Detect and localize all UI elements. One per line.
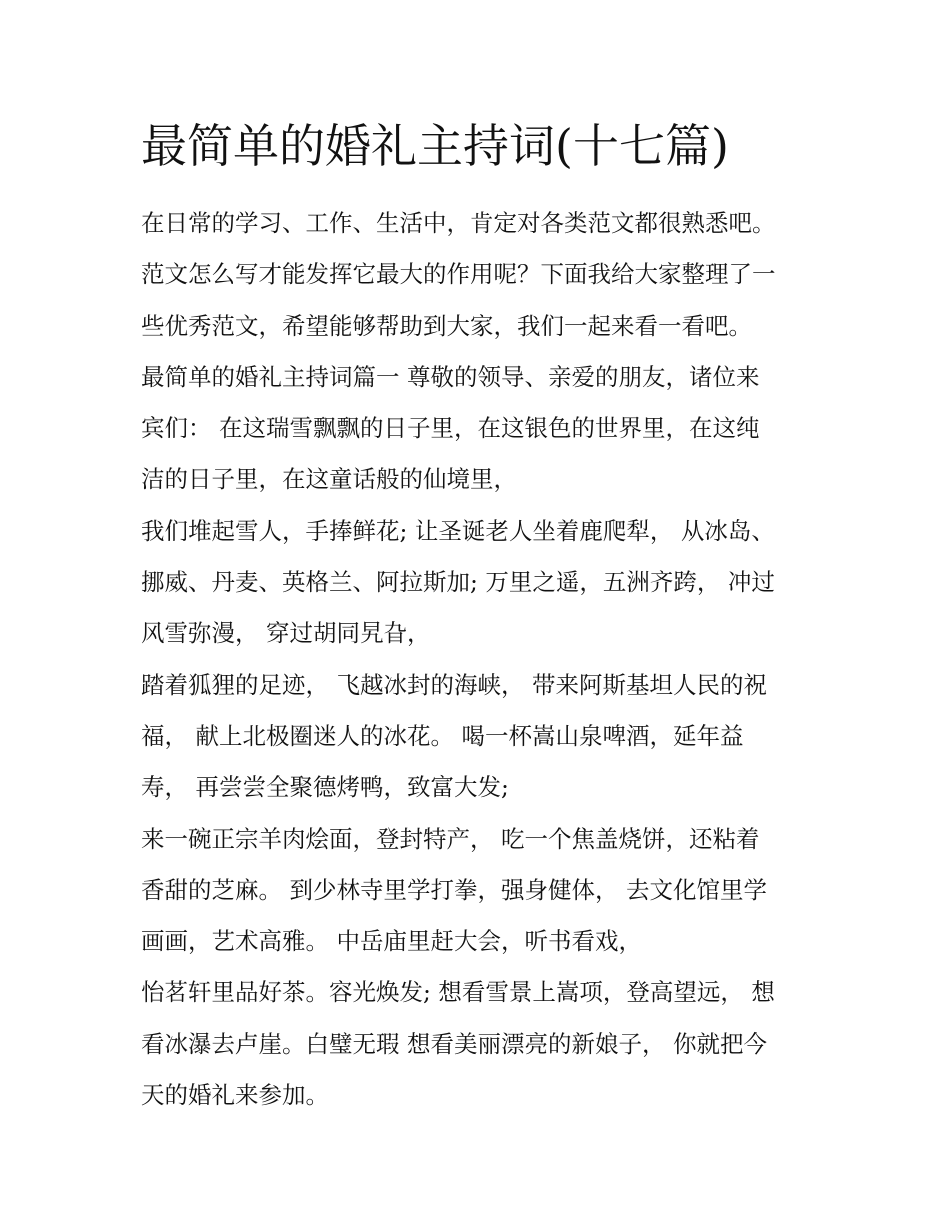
body-line: 踏着狐狸的足迹， 飞越冰封的海峡， 带来阿斯基坦人民的祝 [141,670,767,699]
body-line: 些优秀范文，希望能够帮助到大家，我们一起来看一看吧。 [141,311,752,340]
body-line: 风雪弥漫， 穿过胡同旯旮， [141,619,431,648]
body-line: 在日常的学习、工作、生活中，肯定对各类范文都很熟悉吧。 [141,209,776,237]
body-line: 范文怎么写才能发挥它最大的作用呢？下面我给大家整理了一 [141,260,776,289]
body-line: 宾们： 在这瑞雪飘飘的日子里，在这银色的世界里，在这纯 [141,414,760,443]
body-line: 来一碗正宗羊肉烩面，登封特产， 吃一个焦盖烧饼，还粘着 [141,824,760,853]
body-line: 我们堆起雪人，手捧鲜花; 让圣诞老人坐着鹿爬犁， 从冰岛、 [141,516,775,545]
body-line: 洁的日子里，在这童话般的仙境里， [141,465,517,494]
body-line: 怡茗轩里品好茶。容光焕发; 想看雪景上嵩项，登高望远， 想 [141,978,775,1007]
body-line: 寿， 再尝尝全聚德烤鸭，致富大发; [141,773,509,802]
body-line: 最简单的婚礼主持词篇一 尊敬的领导、亲爱的朋友，诸位来 [141,362,760,391]
body-line: 天的婚礼来参加。 [141,1081,329,1110]
body-line: 画画，艺术高雅。 中岳庙里赶大会，听书看戏， [141,927,642,956]
body-line: 挪威、丹麦、英格兰、阿拉斯加; 万里之遥，五洲齐跨， 冲过 [141,568,775,597]
body-line: 福， 献上北极圈迷人的冰花。 喝一杯嵩山泉啤酒，延年益 [141,721,744,750]
document-title: 最简单的婚礼主持词(十七篇) [141,119,729,173]
body-line: 香甜的芝麻。 到少林寺里学打拳，强身健体， 去文化馆里学 [141,875,767,904]
document-body [141,198,821,1121]
body-line: 看冰瀑去卢崖。白璧无瑕 想看美丽漂亮的新娘子， 你就把今 [141,1029,767,1058]
